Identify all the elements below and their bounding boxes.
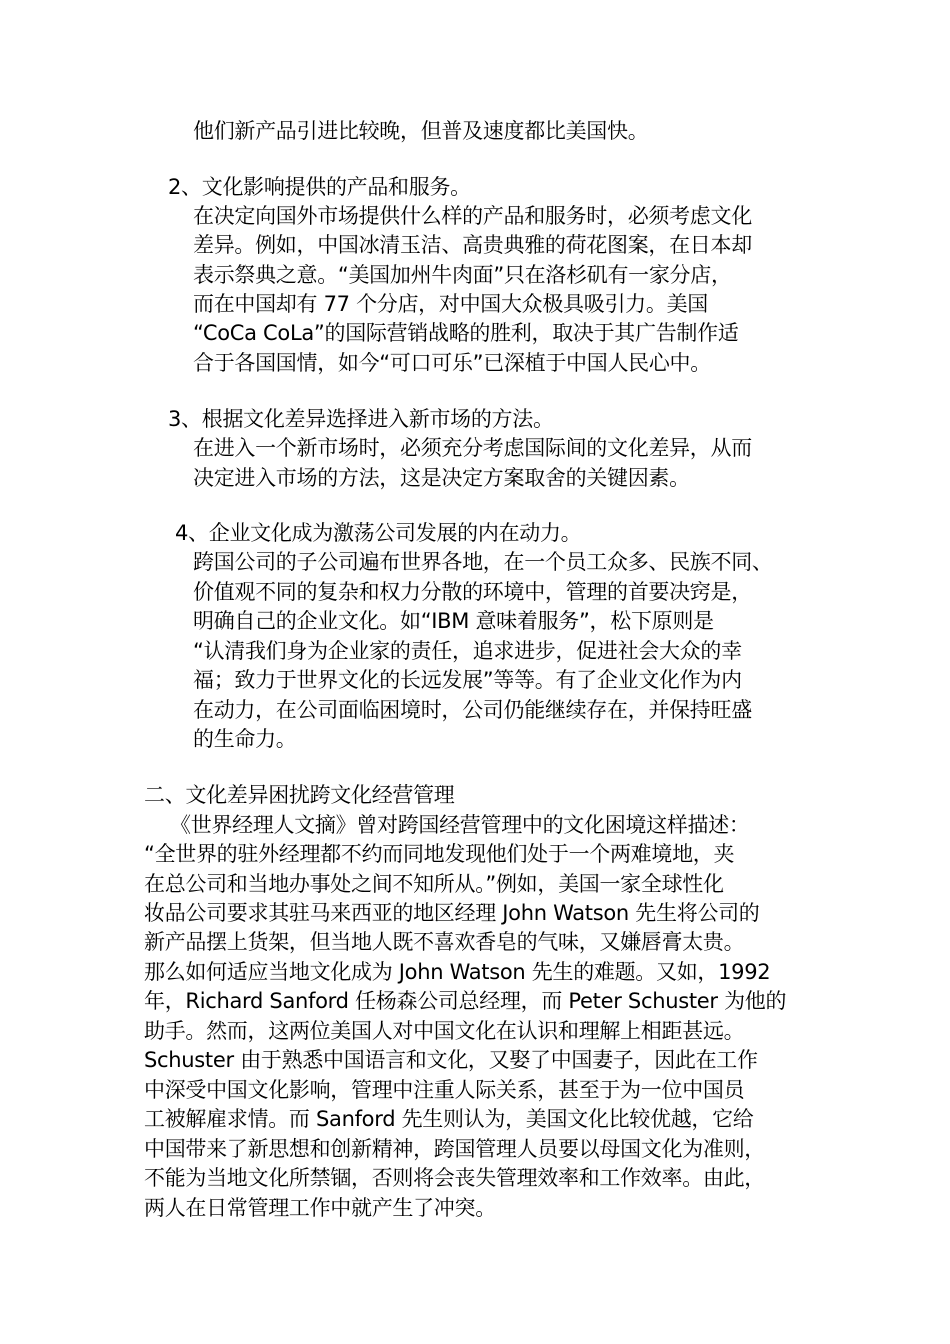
paragraph-line: 跨国公司的子公司遍布世界各地，在一个员工众多、民族不同、 — [193, 550, 773, 574]
paragraph-line: 表示祭典之意。“美国加州牛肉面”只在洛杉矶有一家分店， — [193, 263, 732, 287]
paragraph-line: 差异。例如，中国冰清玉洁、高贵典雅的荷花图案，在日本却 — [193, 233, 752, 257]
paragraph-line: 年，Richard Sanford 任杨森公司总经理，而 Peter Schuster 为他的 — [144, 989, 787, 1013]
paragraph-line: 中深受中国文化影响，管理中注重人际关系，甚至于为一位中国员 — [144, 1078, 745, 1102]
paragraph-line: “CoCa CoLa”的国际营销战略的胜利，取决于其广告制作适 — [193, 321, 739, 345]
paragraph-line: 价值观不同的复杂和权力分散的环境中，管理的首要决窍是， — [193, 580, 752, 604]
paragraph-line: 而在中国却有 77 个分店，对中国大众极具吸引力。美国 — [193, 292, 708, 316]
paragraph-line: 在决定向国外市场提供什么样的产品和服务时，必须考虑文化 — [193, 204, 752, 228]
point3-heading: 3、根据文化差异选择进入新市场的方法。 — [168, 407, 554, 431]
paragraph-line: 妆品公司要求其驻马来西亚的地区经理 John Watson 先生将公司的 — [144, 901, 760, 925]
paragraph-line: 《世界经理人文摘》曾对跨国经营管理中的文化困境这样描述： — [170, 813, 750, 837]
paragraph-line: 工被解雇求情。而 Sanford 先生则认为，美国文化比较优越，它给 — [144, 1107, 754, 1131]
point4-heading: 4、企业文化成为激荡公司发展的内在动力。 — [175, 521, 582, 545]
paragraph-line: 在动力，在公司面临困境时，公司仍能继续存在，并保持旺盛 — [193, 698, 752, 722]
paragraph-line: 中国带来了新思想和创新精神，跨国管理人员要以母国文化为准则， — [144, 1137, 765, 1161]
paragraph-line: “认清我们身为企业家的责任，追求进步，促进社会大众的幸 — [193, 639, 742, 663]
paragraph-line: 助手。然而，这两位美国人对中国文化在认识和理解上相距甚远。 — [144, 1019, 745, 1043]
point2-heading: 2、文化影响提供的产品和服务。 — [168, 175, 471, 199]
paragraph-line: Schuster 由于熟悉中国语言和文化，又娶了中国妻子，因此在工作 — [144, 1048, 758, 1072]
paragraph-line: 明确自己的企业文化。如“IBM 意味着服务”，松下原则是 — [193, 609, 714, 633]
paragraph-line: 福；致力于世界文化的长远发展”等等。有了企业文化作为内 — [193, 668, 742, 692]
paragraph-line: 在进入一个新市场时，必须充分考虑国际间的文化差异，从而 — [193, 436, 752, 460]
paragraph-line: 合于各国国情，如今“可口可乐”已深植于中国人民心中。 — [193, 351, 711, 375]
paragraph-line: 不能为当地文化所禁锢，否则将会丧失管理效率和工作效率。由此， — [144, 1166, 765, 1190]
paragraph-line: 那么如何适应当地文化成为 John Watson 先生的难题。又如，1992 — [144, 960, 771, 984]
paragraph-line: 决定进入市场的方法，这是决定方案取舍的关键因素。 — [193, 466, 690, 490]
paragraph-line: 在总公司和当地办事处之间不知所从。”例如，美国一家全球性化 — [144, 872, 724, 896]
paragraph-line: “全世界的驻外经理都不约而同地发现他们处于一个两难境地，夹 — [144, 842, 735, 866]
paragraph-line: 的生命力。 — [193, 727, 297, 751]
section2-heading: 二、文化差异困扰跨文化经营管理 — [144, 783, 455, 807]
paragraph-line: 两人在日常管理工作中就产生了冲突。 — [144, 1196, 496, 1220]
intro-line: 他们新产品引进比较晚，但普及速度都比美国快。 — [193, 119, 649, 143]
paragraph-line: 新产品摆上货架，但当地人既不喜欢香皂的气味，又嫌唇膏太贵。 — [144, 930, 745, 954]
